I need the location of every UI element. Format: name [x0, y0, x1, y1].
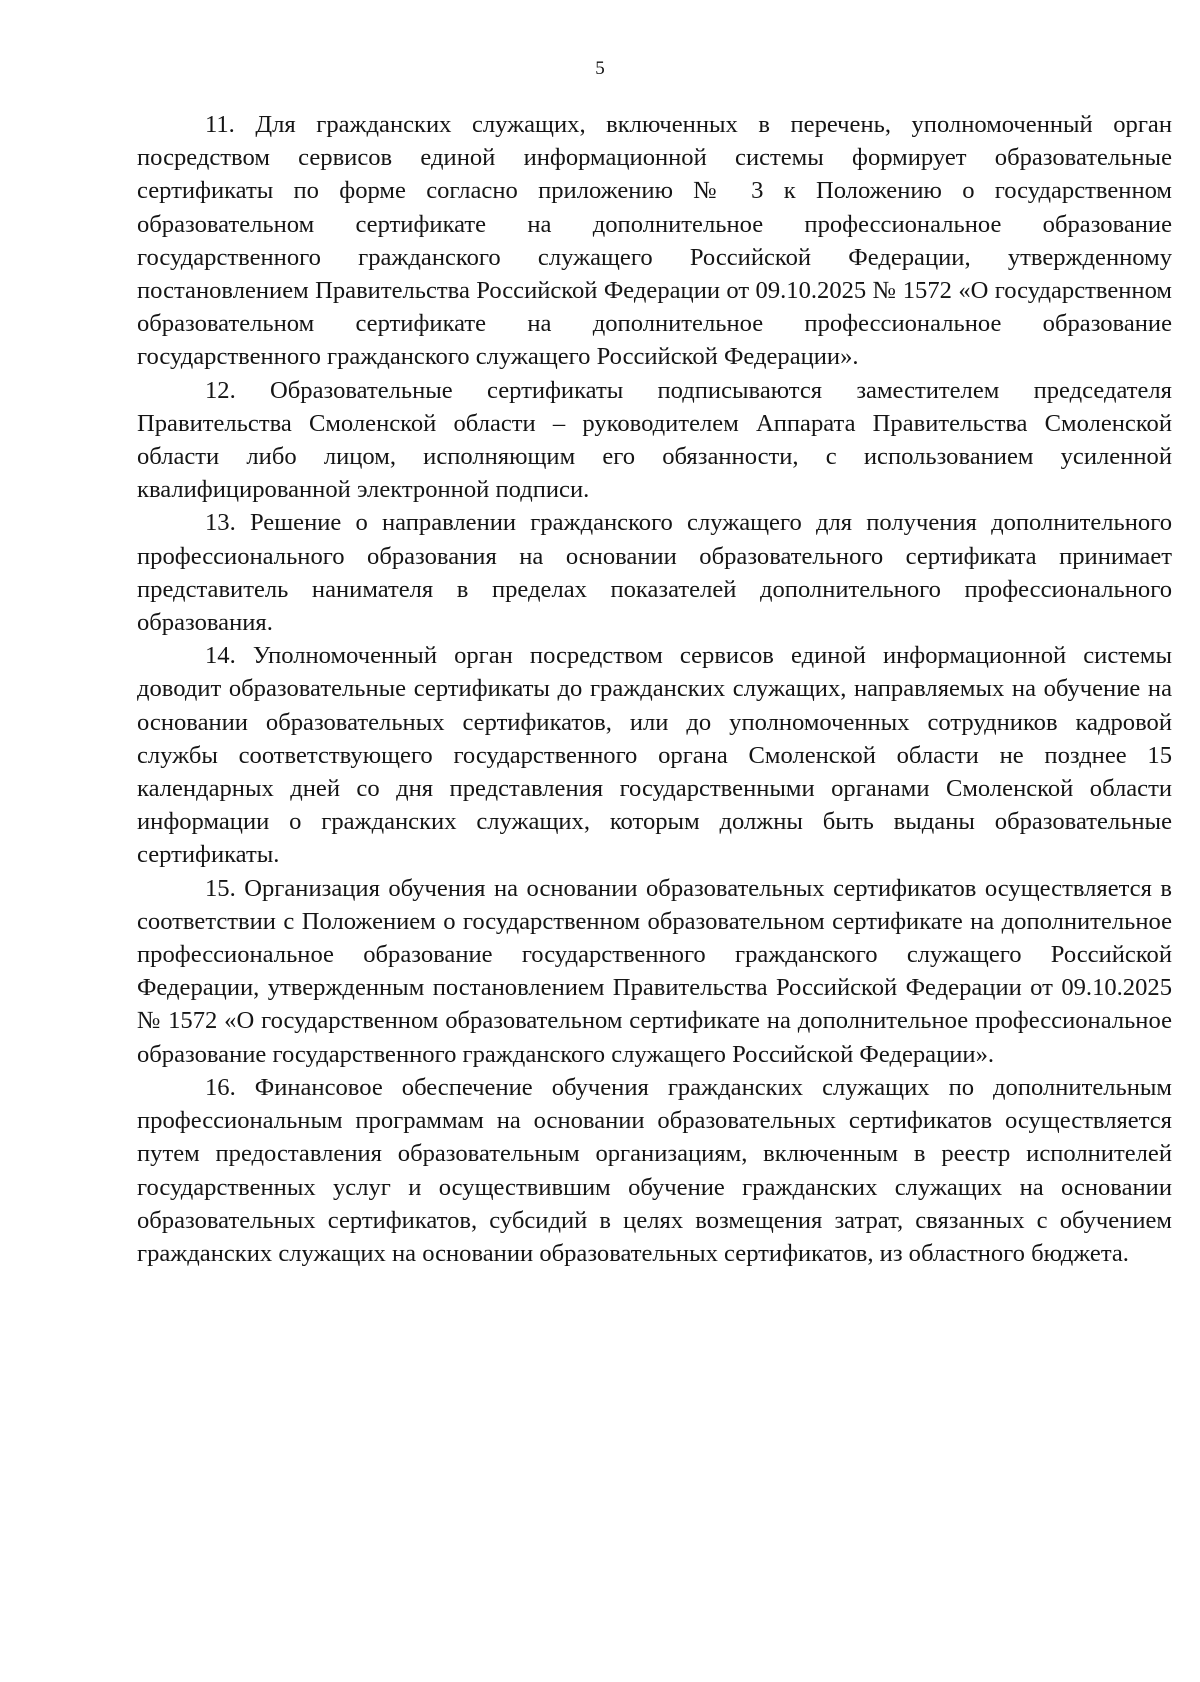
paragraph-14: 14. Уполномоченный орган посредством сервисов единой информационной системы доводит образовательные сертификаты до гражданских служащих, направляемых на обучение на основании образовательных сертификатов, или до уполномоченных сотрудников кадровой службы соответствующего государственного органа Смоленской области не позднее 15 календарных дней со дня представления государственными органами Смоленской области информации о гражданских служащих, которым должны быть выданы образовательные сертификаты. — [137, 642, 1172, 869]
document-body — [137, 108, 1172, 1270]
paragraph-15: 15. Организация обучения на основании образовательных сертификатов осуществляется в соответствии с Положением о государственном образовательном сертификате на дополнительное профессиональное образование государственного гражданского служащего Российской Федерации, утвержденным постановлением Правительства Российской Федерации от 09.10.2025 № 1572 «О государственном образовательном сертификате на дополнительное профессиональное образование государственного гражданского служащего Российской Федерации». — [137, 874, 1172, 1068]
paragraph-16: 16. Финансовое обеспечение обучения гражданских служащих по дополнительным профессиональным программам на основании образовательных сертификатов осуществляется путем предоставления образовательным организациям, включенным в реестр исполнителей государственных услуг и осуществившим обучение гражданских служащих на основании образовательных сертификатов, субсидий в целях возмещения затрат, связанных с обучением гражданских служащих на основании образовательных сертификатов, из областного бюджета. — [137, 1073, 1172, 1267]
paragraph-12: 12. Образовательные сертификаты подписываются заместителем председателя Правительства Смоленской области – руководителем Аппарата Правительства Смоленской области либо лицом, исполняющим его обязанности, с использованием усиленной квалифицированной электронной подписи. — [137, 376, 1172, 504]
page-number: 5 — [595, 58, 605, 79]
paragraph-11: 11. Для гражданских служащих, включенных в перечень, уполномоченный орган посредством сервисов единой информационной системы формирует образовательные сертификаты по форме согласно приложению № 3 к Положению о государственном образовательном сертификате на дополнительное профессиональное образование государственного гражданского служащего Российской Федерации, утвержденному постановлением Правительства Российской Федерации от 09.10.2025 № 1572 «О государственном образовательном сертификате на дополнительное профессиональное образование государственного гражданского служащего Российской Федерации». — [137, 111, 1172, 371]
paragraph-13: 13. Решение о направлении гражданского служащего для получения дополнительного профессионального образования на основании образовательного сертификата принимает представитель нанимателя в пределах показателей дополнительного профессионального образования. — [137, 509, 1172, 637]
